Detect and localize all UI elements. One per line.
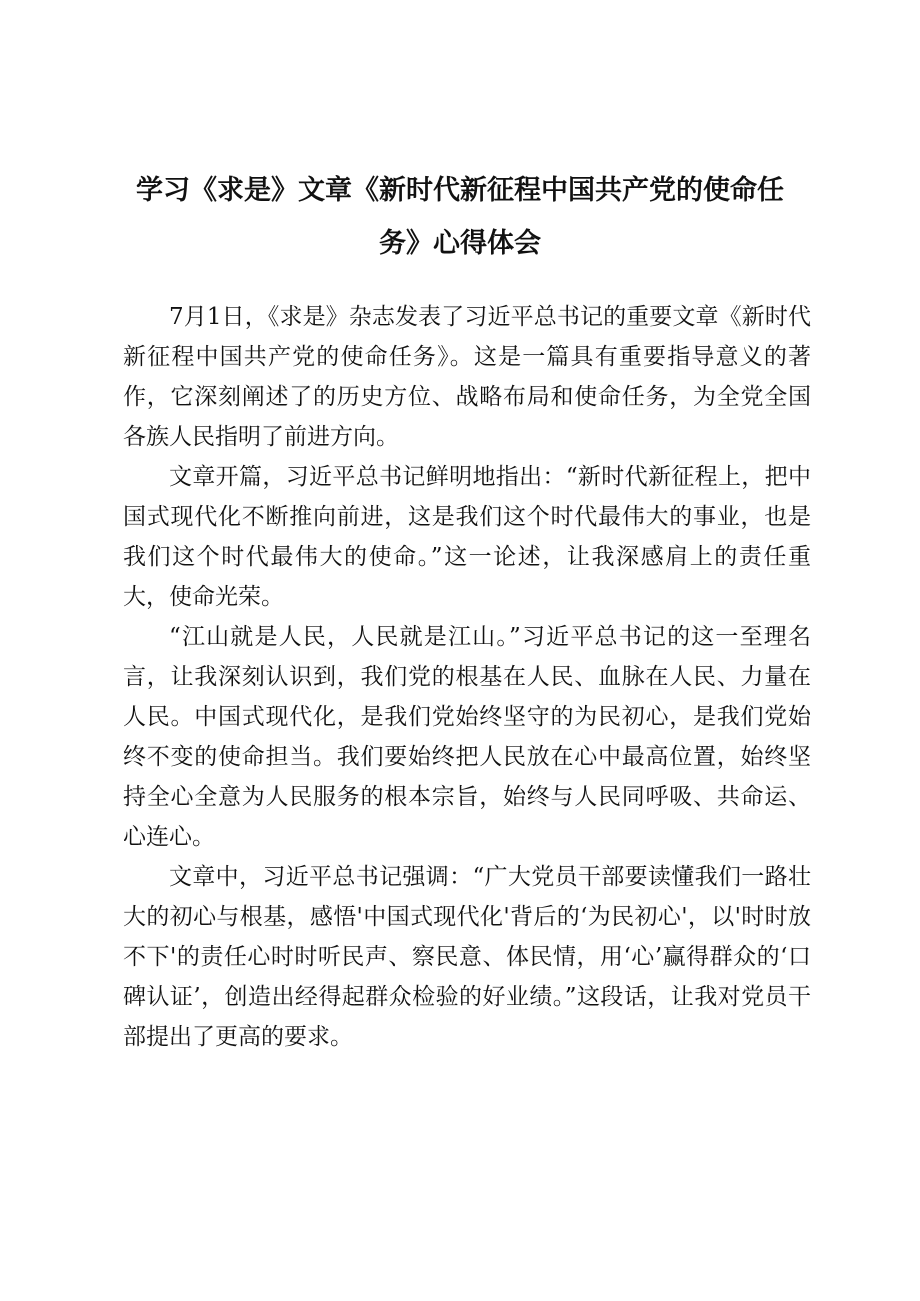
document-body <box>123 297 811 1057</box>
paragraph-2: 文章开篇，习近平总书记鲜明地指出：“新时代新征程上，把中国式现代化不断推向前进，这是我们这个时代最伟大的事业，也是我们这个时代最伟大的使命。”这一论述，让我深感肩上的责任重大，使命光荣。 <box>123 464 811 610</box>
paragraph-1: 7月1日，《求是》杂志发表了习近平总书记的重要文章《新时代新征程中国共产党的使命任务》。这是一篇具有重要指导意义的著作，它深刻阐述了的历史方位、战略布局和使命任务，为全党全国各族人民指明了前进方向。 <box>123 304 811 450</box>
paragraph-4: 文章中，习近平总书记强调：“广大党员干部要读懂我们一路壮大的初心与根基，感悟'中国式现代化'背后的‘为民初心'，以'时时放不下'的责任心时时听民声、察民意、体民情，用‘心’赢得群众的‘口碑认证’，创造出经得起群众检验的好业绩。”这段话，让我对党员干部提出了更高的要求。 <box>123 864 811 1050</box>
paragraph-3: “江山就是人民，人民就是江山。”习近平总书记的这一至理名言，让我深刻认识到，我们党的根基在人民、血脉在人民、力量在人民。中国式现代化，是我们党始终坚守的为民初心，是我们党始终不变的使命担当。我们要始终把人民放在心中最高位置，始终坚持全心全意为人民服务的根本宗旨，始终与人民同呼吸、共命运、心连心。 <box>123 624 811 850</box>
document-title: 学习《求是》文章《新时代新征程中国共产党的使命任务》心得体会 <box>136 175 784 259</box>
